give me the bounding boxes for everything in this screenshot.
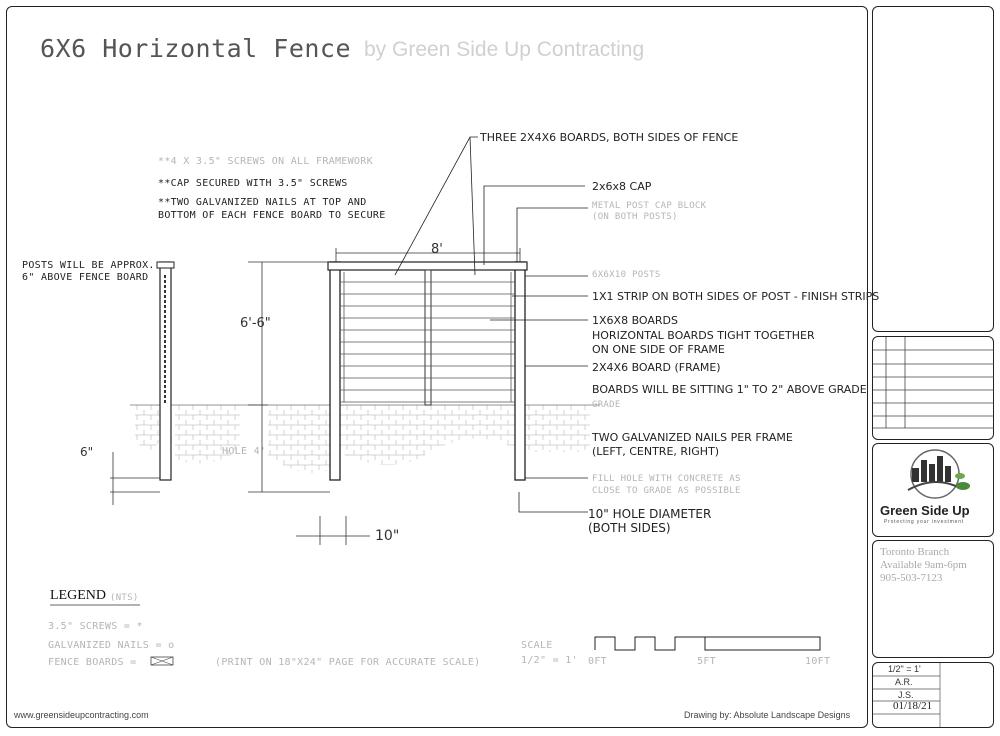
grade-hatch-left — [268, 405, 330, 473]
callout-concrete-1: FILL HOLE WITH CONCRETE AS — [592, 474, 741, 484]
callout-grade: GRADE — [592, 400, 621, 410]
callout-sitting: BOARDS WILL BE SITTING 1" TO 2" ABOVE GRADE — [592, 383, 867, 396]
legend-boards: FENCE BOARDS = — [48, 657, 137, 668]
scale-tick-10: 10FT — [805, 656, 831, 667]
post-width-label: 10" — [375, 528, 400, 544]
branch-phone: 905-503-7123 — [880, 572, 943, 584]
callout-boards-1: 1X6X8 BOARDS — [592, 314, 679, 327]
note-nails-1: **TWO GALVANIZED NAILS AT TOP AND — [158, 197, 367, 208]
middle-frame — [425, 270, 431, 405]
right-post — [515, 262, 525, 480]
legend-nails: GALVANIZED NAILS = o — [48, 640, 175, 651]
scale-label: SCALE — [521, 640, 553, 651]
legend-nts: (NTS) — [110, 593, 139, 603]
footer-website[interactable]: www.greensideupcontracting.com — [14, 710, 149, 720]
width-label: 8' — [431, 242, 443, 257]
callout-strip: 1X1 STRIP ON BOTH SIDES OF POST - FINISH STRIPS — [592, 290, 880, 303]
page-subtitle: by Green Side Up Contracting — [364, 38, 645, 61]
post-above-dimension — [110, 452, 160, 505]
left-post — [330, 262, 340, 480]
posts-note-2: 6" ABOVE FENCE BOARD — [22, 272, 149, 283]
posts-note-1: POSTS WILL BE APPROX. — [22, 260, 155, 271]
logo-tagline: Protecting your investment — [884, 519, 964, 525]
note-cap: **CAP SECURED WITH 3.5" SCREWS — [158, 178, 348, 189]
scale-bar — [595, 637, 820, 650]
fence-cap — [328, 262, 527, 270]
callout-metal-cap-2: (ON BOTH POSTS) — [592, 212, 678, 222]
print-note: (PRINT ON 18"X24" PAGE FOR ACCURATE SCALE) — [215, 657, 481, 668]
callout-posts: 6X6X10 POSTS — [592, 270, 661, 280]
logo-name: Green Side Up — [880, 503, 970, 518]
callout-concrete-2: CLOSE TO GRADE AS POSSIBLE — [592, 486, 741, 496]
scale-ratio: 1/2" = 1' — [521, 655, 578, 666]
width-dimension — [336, 248, 520, 262]
post-width-dimension — [296, 516, 370, 545]
note-nails-2: BOTTOM OF EACH FENCE BOARD TO SECURE — [158, 210, 386, 221]
callout-frame: 2X4X6 BOARD (FRAME) — [592, 361, 721, 374]
note-screws: **4 X 3.5" SCREWS ON ALL FRAMEWORK — [158, 156, 373, 167]
legend-screws: 3.5" SCREWS = * — [48, 621, 143, 632]
callout-hole-1: 10" HOLE DIAMETER — [588, 507, 712, 521]
post-above-label: 6" — [80, 445, 94, 459]
info-drawn: A.R. — [895, 677, 913, 687]
scale-tick-5: 5FT — [697, 656, 716, 667]
callout-boards-3: ON ONE SIDE OF FRAME — [592, 343, 725, 356]
callout-metal-cap-1: METAL POST CAP BLOCK — [592, 201, 707, 211]
callout-three-boards: THREE 2X4X6 BOARDS, BOTH SIDES OF FENCE — [480, 131, 739, 144]
callout-boards-2: HORIZONTAL BOARDS TIGHT TOGETHER — [592, 329, 815, 342]
revision-table — [873, 337, 994, 428]
callout-cap: 2x6x8 CAP — [592, 180, 652, 193]
scale-tick-0: 0FT — [588, 656, 607, 667]
callout-nails-1: TWO GALVANIZED NAILS PER FRAME — [592, 431, 793, 444]
callout-nails-2: (LEFT, CENTRE, RIGHT) — [592, 445, 720, 458]
legend-title: LEGEND — [50, 588, 106, 603]
callout-hole-2: (BOTH SIDES) — [588, 521, 671, 535]
branch-hours: Available 9am-6pm — [880, 559, 967, 571]
info-scale: 1/2" = 1' — [888, 664, 921, 674]
side-view-cap — [157, 262, 174, 268]
grade-hatch-side — [135, 405, 160, 450]
hole-label: HOLE 4' — [222, 446, 267, 457]
info-date: 01/18/21 — [893, 700, 933, 712]
branch-name: Toronto Branch — [880, 546, 950, 558]
grade-hatch-main — [330, 405, 590, 465]
footer-credit: Drawing by: Absolute Landscape Designs — [684, 710, 851, 720]
page-title: 6X6 Horizontal Fence — [40, 34, 352, 63]
info-checked: J.S. — [898, 690, 914, 700]
height-label: 6'-6" — [240, 316, 271, 331]
